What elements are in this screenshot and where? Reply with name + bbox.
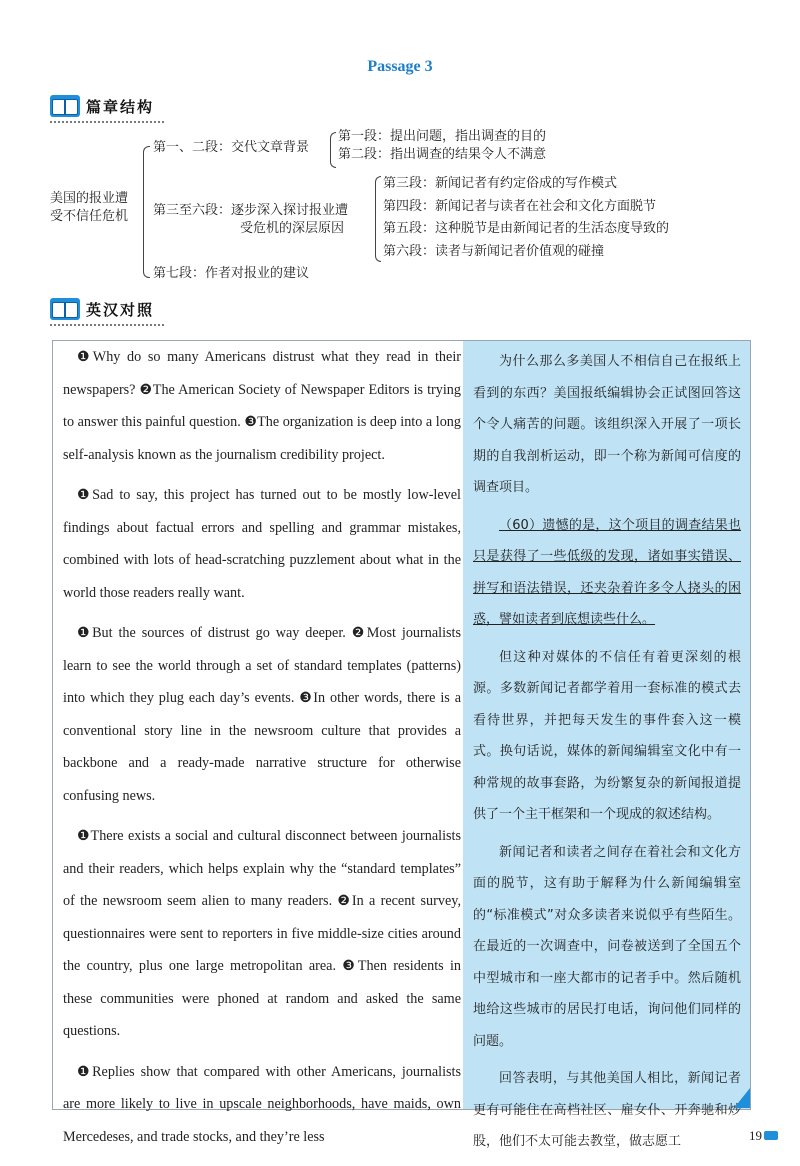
brace <box>330 132 336 168</box>
english-paragraph: ❶Replies show that compared with other Americans, journalists are more likely to live in upscale neighborhoods, have maids, own Mercedeses, and trade stocks, and they’re less <box>63 1063 461 1145</box>
structure-part2-children: 第三段：新闻记者有约定俗成的写作模式 第四段：新闻记者与读者在社会和文化方面脱节 第五段：这种脱节是由新闻记者的生活态度导致的 第六段：读者与新闻记者价值观的碰撞 <box>383 176 670 259</box>
structure-part1-children: 第一段：提出问题，指出调查的目的 第二段：指出调查的结果令人不满意 <box>338 129 547 162</box>
parallel-text-panel <box>52 340 751 1149</box>
section-header-parallel <box>50 296 154 322</box>
english-paragraph: ❶There exists a social and cultural disconnect between journalists and their readers, which helps explain why the “standard templates” of the newsroom seem alien to many readers. ❷In a recent survey, questionnaires were sent to reporters in five middle-size cities around the country, plus one large metropolitan area. ❸Then residents in these communities were phoned at random and asked the same questions. <box>63 828 461 1039</box>
page-corner-decoration <box>734 1088 750 1108</box>
english-paragraph: ❶But the sources of distrust go way deeper. ❷Most journalists learn to see the world through a set of standard templates (patterns) into which they plug each day’s events. ❸In other words, there is a conventional story line in the newsroom culture that provides a backbone and a ready-made narrative structure for otherwise confusing news. <box>63 625 461 804</box>
book-icon <box>50 298 80 320</box>
english-paragraph: ❶Why do so many Americans distrust what they read in their newspapers? ❷The American Society of Newspaper Editors is trying to answer this painful question. ❸The organization is deep into a long self-analysis known as the journalism credibility project. <box>63 349 461 463</box>
brace <box>375 176 381 262</box>
english-column <box>63 341 461 1161</box>
divider <box>50 324 164 326</box>
section-label: 篇章结构 <box>86 97 155 116</box>
book-icon <box>764 1131 778 1140</box>
chinese-column <box>463 341 750 1149</box>
structure-root: 美国的报业遭 受不信任危机 <box>50 191 129 224</box>
structure-part1: 第一、二段：交代文章背景 <box>153 140 310 155</box>
book-icon <box>50 95 80 117</box>
chinese-paragraph: 回答表明，与其他美国人相比，新闻记者更有可能住在高档社区、雇女仆、开奔驰和炒股，他们不太可能去教堂，做志愿工 <box>473 1071 741 1149</box>
brace <box>143 146 150 278</box>
english-paragraph: ❶Sad to say, this project has turned out to be mostly low-level findings about factual errors and spelling and grammar mistakes, combined with lots of head-scratching puzzlement about what in the world those readers really want. <box>63 487 461 601</box>
divider <box>50 121 164 123</box>
passage-title: Passage 3 <box>367 58 433 75</box>
structure-part3: 第七段：作者对报业的建议 <box>153 266 310 281</box>
section-header-structure <box>50 93 154 119</box>
section-label: 英汉对照 <box>86 300 155 319</box>
page-number: 19 <box>749 1128 762 1143</box>
chinese-paragraph: 为什么那么多美国人不相信自己在报纸上看到的东西？美国报纸编辑协会正试图回答这个令人痛苦的问题。该组织深入开展了一项长期的自我剖析运动，即一个称为新闻可信度的调查项目。 <box>473 354 741 495</box>
structure-part2: 第三至六段：逐步深入探讨报业遭 受危机的深层原因 <box>153 203 349 236</box>
chinese-paragraph: 新闻记者和读者之间存在着社会和文化方面的脱节，这有助于解释为什么新闻编辑室的“标准模式”对众多读者来说似乎有些陌生。在最近的一次调查中，问卷被送到了全国五个中型城市和一座大都市的记者手中。然后随机地给这些城市的居民打电话，询问他们同样的问题。 <box>473 844 741 1049</box>
chinese-paragraph: 但这种对媒体的不信任有着更深刻的根源。多数新闻记者都学着用一套标准的模式去看待世界，并把每天发生的事件套入这一模式。换句话说，媒体的新闻编辑室文化中有一种常规的故事套路，为纷繁复杂的新闻报道提供了一个主干框架和一个现成的叙述结构。 <box>473 649 741 822</box>
chinese-paragraph-underlined: （60）遗憾的是，这个项目的调查结果也只是获得了一些低级的发现，诸如事实错误、拼写和语法错误，还夹杂着许多令人挠头的困惑，譬如读者到底想读些什么。 <box>473 517 741 627</box>
